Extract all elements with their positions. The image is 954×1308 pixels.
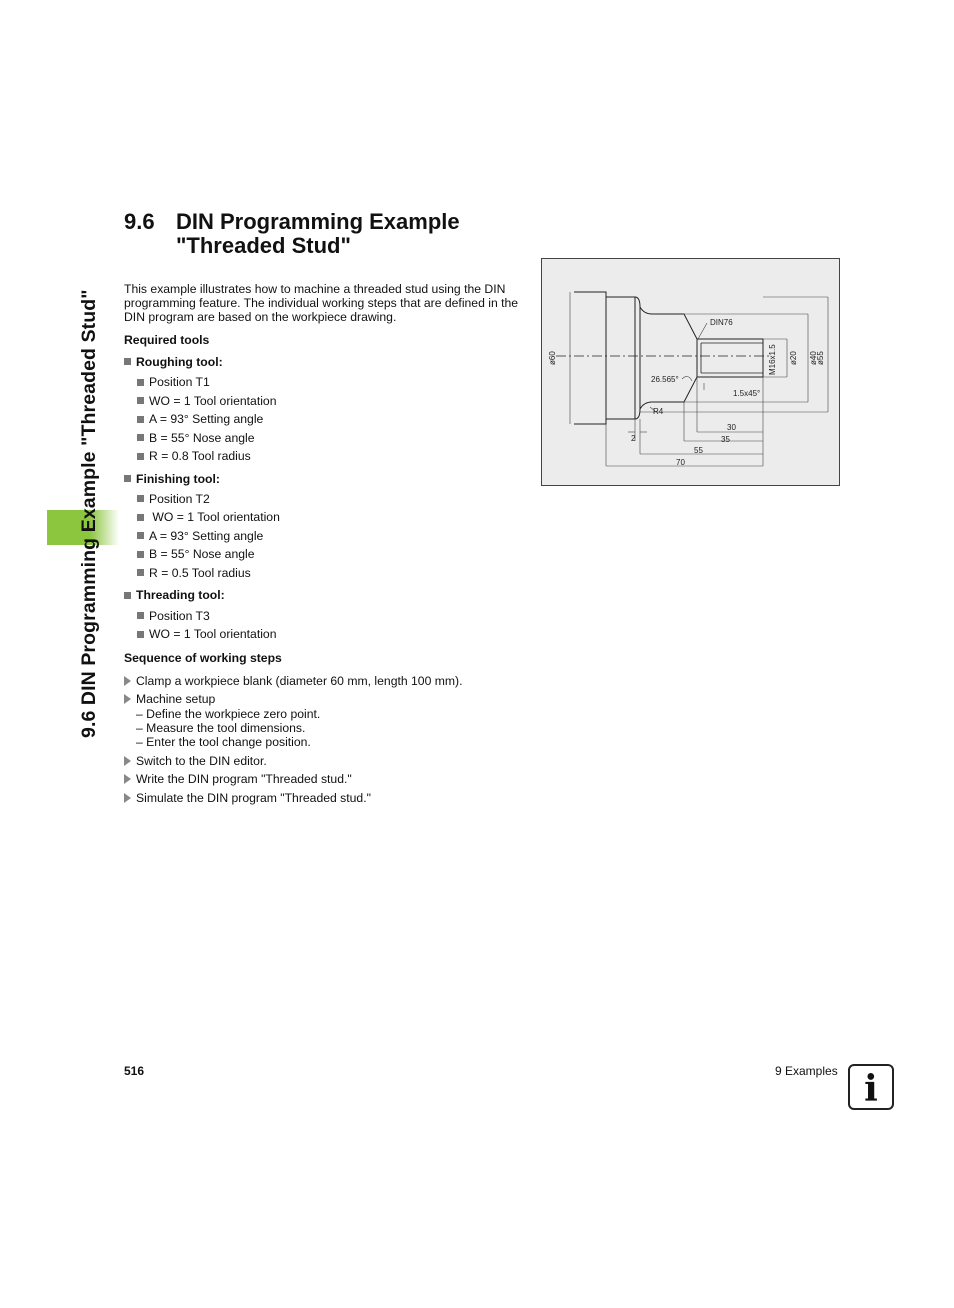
label-dim30: 30 bbox=[727, 423, 736, 432]
list-item bbox=[137, 429, 524, 448]
bullet-icon bbox=[137, 495, 144, 502]
tool-heading bbox=[124, 588, 524, 602]
arrow-right-icon bbox=[124, 793, 131, 803]
list-item-text: Position T2 bbox=[149, 491, 210, 506]
bullet-icon bbox=[137, 514, 144, 521]
tool-finishing bbox=[124, 472, 524, 583]
chapter-label: 9 Examples bbox=[775, 1064, 838, 1078]
tool-name: Finishing tool: bbox=[136, 471, 220, 486]
step-text: Switch to the DIN editor. bbox=[136, 753, 267, 768]
list-item-text: B = 55° Nose angle bbox=[149, 430, 255, 445]
label-r4: R4 bbox=[653, 407, 664, 416]
info-icon bbox=[848, 1064, 894, 1110]
dimension-lines bbox=[570, 292, 828, 466]
step-item bbox=[124, 692, 524, 749]
workpiece-drawing bbox=[541, 258, 840, 486]
bullet-icon bbox=[137, 631, 144, 638]
list-item-text: WO = 1 Tool orientation bbox=[149, 393, 277, 408]
page-title bbox=[124, 210, 460, 258]
intro-paragraph: This example illustrates how to machine a threaded stud using the DIN programming feature. The individual working steps that are defined in the DIN program are based on the workpiece drawing. bbox=[124, 282, 519, 325]
bullet-icon bbox=[124, 592, 131, 599]
label-din76: DIN76 bbox=[710, 318, 733, 327]
tool-heading bbox=[124, 472, 524, 486]
page-number: 516 bbox=[124, 1064, 145, 1078]
step-item bbox=[124, 772, 524, 786]
list-item-text: B = 55° Nose angle bbox=[149, 547, 255, 562]
list-item-text: A = 93° Setting angle bbox=[149, 528, 264, 543]
bullet-icon bbox=[137, 612, 144, 619]
list-item-text: Position T3 bbox=[149, 608, 210, 623]
list-item bbox=[137, 508, 524, 527]
leader-din76 bbox=[698, 323, 707, 339]
list-item bbox=[137, 527, 524, 546]
label-dim55: 55 bbox=[694, 446, 703, 455]
sidebar-title-text: 9.6 DIN Programming Example "Threaded Stud" bbox=[78, 289, 100, 738]
list-item bbox=[137, 392, 524, 411]
step-item bbox=[124, 791, 524, 805]
tool-roughing bbox=[124, 355, 524, 466]
list-item bbox=[137, 410, 524, 429]
list-item-text: Position T1 bbox=[149, 375, 210, 390]
step-text: Write the DIN program "Threaded stud." bbox=[136, 772, 352, 787]
label-angle: 26.565° bbox=[651, 375, 679, 384]
label-thread: M16x1.5 bbox=[768, 344, 777, 375]
outline-d60 bbox=[574, 292, 606, 424]
tool-name: Roughing tool: bbox=[136, 354, 223, 369]
workpiece-drawing-svg bbox=[542, 259, 839, 485]
info-glyph: i bbox=[864, 1068, 878, 1108]
arrow-right-icon bbox=[124, 774, 131, 784]
main-content bbox=[124, 282, 524, 810]
outline-neck bbox=[640, 307, 697, 409]
step-item bbox=[124, 674, 524, 688]
label-dim70: 70 bbox=[676, 458, 685, 467]
sequence-heading: Sequence of working steps bbox=[124, 651, 282, 666]
required-tools-heading: Required tools bbox=[124, 332, 210, 347]
arrow-right-icon bbox=[124, 756, 131, 766]
label-d55: ø55 bbox=[816, 351, 825, 365]
tool-threading bbox=[124, 588, 524, 643]
step-text: – Define the workpiece zero point. bbox=[136, 706, 321, 721]
drawing-labels bbox=[548, 318, 825, 467]
label-d20: ø20 bbox=[789, 351, 798, 365]
list-item-text: WO = 1 Tool orientation bbox=[149, 510, 280, 525]
step-item bbox=[124, 754, 524, 768]
tool-heading bbox=[124, 355, 524, 369]
arrow-right-icon bbox=[124, 676, 131, 686]
step-text: – Measure the tool dimensions. bbox=[136, 720, 306, 735]
label-d40: ø40 bbox=[809, 351, 818, 365]
bullet-icon bbox=[137, 416, 144, 423]
bullet-icon bbox=[137, 532, 144, 539]
bullet-icon bbox=[124, 475, 131, 482]
outline-thread bbox=[697, 339, 763, 377]
label-dim35: 35 bbox=[721, 435, 730, 444]
bullet-icon bbox=[137, 453, 144, 460]
label-d60: ø60 bbox=[548, 351, 557, 365]
title-line-1: DIN Programming Example bbox=[176, 209, 460, 234]
list-item bbox=[137, 625, 524, 644]
info-glyph-svg bbox=[850, 1066, 892, 1108]
bullet-icon bbox=[137, 569, 144, 576]
bullet-icon bbox=[137, 434, 144, 441]
list-item-text: R = 0.5 Tool radius bbox=[149, 565, 251, 580]
leader-angle bbox=[682, 376, 692, 381]
bullet-icon bbox=[137, 551, 144, 558]
section-number: 9.6 bbox=[124, 209, 155, 234]
list-item bbox=[137, 545, 524, 564]
list-item bbox=[137, 490, 524, 509]
step-text: Machine setup bbox=[136, 692, 216, 707]
list-item bbox=[137, 373, 524, 392]
list-item bbox=[137, 564, 524, 583]
step-text: Simulate the DIN program "Threaded stud." bbox=[136, 791, 371, 806]
step-text: Clamp a workpiece blank (diameter 60 mm, length 100 mm). bbox=[136, 673, 463, 688]
tool-name: Threading tool: bbox=[136, 588, 225, 603]
bullet-icon bbox=[124, 358, 131, 365]
step-text: – Enter the tool change position. bbox=[136, 734, 311, 749]
list-item-text: R = 0.8 Tool radius bbox=[149, 449, 251, 464]
workpiece-outline bbox=[574, 292, 763, 424]
list-item-text: A = 93° Setting angle bbox=[149, 412, 264, 427]
list-item-text: WO = 1 Tool orientation bbox=[149, 627, 277, 642]
label-dim2: 2 bbox=[631, 434, 636, 443]
title-line-2: "Threaded Stud" bbox=[176, 233, 351, 258]
list-item bbox=[137, 447, 524, 466]
bullet-icon bbox=[137, 379, 144, 386]
list-item bbox=[137, 606, 524, 625]
bullet-icon bbox=[137, 397, 144, 404]
label-chamfer: 1.5x45° bbox=[733, 389, 761, 398]
arrow-right-icon bbox=[124, 694, 131, 704]
